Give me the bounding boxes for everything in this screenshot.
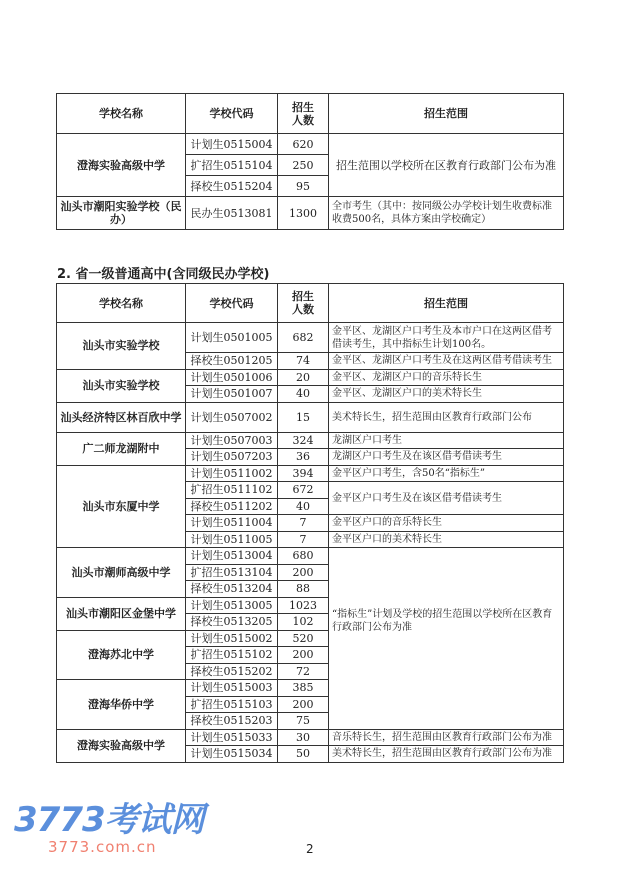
enrollment-count: 1023 [278,597,329,614]
enrollment-count: 75 [278,713,329,730]
enrollment-count: 95 [278,176,329,197]
school-code: 扩招生0511102 [186,482,278,499]
enrollment-count: 620 [278,134,329,155]
school-code: 扩招生0515104 [186,155,278,176]
enrollment-count: 30 [278,729,329,746]
school-code: 计划生0515004 [186,134,278,155]
enrollment-count: 50 [278,746,329,763]
enrollment-count: 20 [278,369,329,386]
school-name: 广二师龙湖附中 [57,432,186,465]
header-row [57,284,564,323]
section-heading: 2. 省一级普通高中(含同级民办学校) [57,267,270,282]
enrollment-count: 682 [278,323,329,353]
school-name-header: 学校名称 [57,284,186,323]
enrollment-count: 200 [278,647,329,664]
table-row [57,548,564,565]
table-row [57,369,564,386]
enrollment-table-2 [56,283,564,763]
school-name-header: 学校名称 [57,94,186,134]
table-row [57,402,564,432]
enrollment-scope: 金平区户口考生及在该区借考借读考生 [329,482,564,515]
school-code: 扩招生0513104 [186,564,278,581]
table-row [57,432,564,449]
school-code: 择校生0515203 [186,713,278,730]
enrollment-count: 385 [278,680,329,697]
enrollment-count: 1300 [278,197,329,230]
school-name: 澄海华侨中学 [57,680,186,730]
school-code: 计划生0501005 [186,323,278,353]
school-code: 计划生0511005 [186,531,278,548]
school-code: 计划生0501007 [186,386,278,403]
school-code: 计划生0511004 [186,515,278,532]
enrollment-count: 520 [278,630,329,647]
school-code: 计划生0515033 [186,729,278,746]
table-row [57,323,564,353]
enrollment-count: 40 [278,498,329,515]
school-code: 计划生0507003 [186,432,278,449]
table-row [57,197,564,230]
enrollment-scope: 金平区户口的音乐特长生 [329,515,564,532]
enrollment-scope: 金平区、龙湖区户口考生及本市户口在这两区借考借读考生，其中指标生计划100名。 [329,323,564,353]
school-name: 汕头市潮师高级中学 [57,548,186,598]
school-code: 择校生0513204 [186,581,278,598]
enrollment-scope: 龙湖区户口考生 [329,432,564,449]
enrollment-scope: 金平区户口的美术特长生 [329,531,564,548]
school-code: 民办生0513081 [186,197,278,230]
school-code: 择校生0515202 [186,663,278,680]
enrollment-scope-header: 招生范围 [329,94,564,134]
school-name: 汕头经济特区林百欣中学 [57,402,186,432]
enrollment-count: 40 [278,386,329,403]
school-name: 汕头市潮阳实验学校（民办） [57,197,186,230]
school-code: 计划生0515002 [186,630,278,647]
school-code: 择校生0513205 [186,614,278,631]
school-code: 计划生0513004 [186,548,278,565]
school-name: 澄海实验高级中学 [57,134,186,197]
enrollment-scope: 美术特长生，招生范围由区教育行政部门公布 [329,402,564,432]
enrollment-scope: 音乐特长生，招生范围由区教育行政部门公布为准 [329,729,564,746]
watermark-site: 3773.com.cn [48,838,157,856]
enrollment-count: 680 [278,548,329,565]
enrollment-scope: 全市考生（其中：按同级公办学校计划生收费标准收费500名，具体方案由学校确定） [329,197,564,230]
enrollment-count: 324 [278,432,329,449]
enrollment-count: 200 [278,564,329,581]
enrollment-scope-header: 招生范围 [329,284,564,323]
enrollment-scope: 金平区、龙湖区户口的音乐特长生 [329,369,564,386]
school-code: 计划生0511002 [186,465,278,482]
enrollment-scope: 龙湖区户口考生及在该区借考借读考生 [329,449,564,466]
school-code: 计划生0515034 [186,746,278,763]
enrollment-count: 36 [278,449,329,466]
school-code: 扩招生0515103 [186,696,278,713]
enrollment-scope: 金平区、龙湖区户口的美术特长生 [329,386,564,403]
page-number: 2 [306,842,314,856]
table-row [57,134,564,155]
enrollment-count: 74 [278,353,329,370]
enrollment-count: 394 [278,465,329,482]
school-code: 计划生0507002 [186,402,278,432]
enrollment-count: 72 [278,663,329,680]
school-code-header: 学校代码 [186,94,278,134]
enrollment-scope: 美术特长生，招生范围由区教育行政部门公布为准 [329,746,564,763]
school-code: 计划生0501006 [186,369,278,386]
school-name: 汕头市实验学校 [57,369,186,402]
enrollment-scope: 金平区、龙湖区户口考生及在这两区借考借读考生 [329,353,564,370]
enrollment-scope: 招生范围以学校所在区教育行政部门公布为准 [329,134,564,197]
school-code: 择校生0511202 [186,498,278,515]
school-name: 汕头市潮阳区金堡中学 [57,597,186,630]
enrollment-count: 88 [278,581,329,598]
school-code: 计划生0507203 [186,449,278,466]
school-code: 扩招生0515102 [186,647,278,664]
school-code: 计划生0513005 [186,597,278,614]
school-name: 澄海实验高级中学 [57,729,186,762]
enrollment-scope: “指标生”计划及学校的招生范围以学校所在区教育行政部门公布为准 [329,548,564,730]
enrollment-count: 7 [278,531,329,548]
school-code: 计划生0515003 [186,680,278,697]
table-row [57,465,564,482]
enrollment-count-header: 招生人数 [278,284,329,323]
table-row [57,729,564,746]
enrollment-count: 250 [278,155,329,176]
school-name: 汕头市实验学校 [57,323,186,370]
enrollment-count: 102 [278,614,329,631]
enrollment-count: 15 [278,402,329,432]
enrollment-count: 672 [278,482,329,499]
header-row [57,94,564,134]
watermark-logo [14,802,204,856]
enrollment-count: 200 [278,696,329,713]
enrollment-count-header: 招生人数 [278,94,329,134]
school-code: 择校生0501205 [186,353,278,370]
enrollment-scope: 金平区户口考生，含50名“指标生” [329,465,564,482]
school-code: 择校生0515204 [186,176,278,197]
enrollment-count: 7 [278,515,329,532]
watermark-logo-text: 3773考试网 [14,800,204,840]
school-code-header: 学校代码 [186,284,278,323]
school-name: 汕头市东厦中学 [57,465,186,548]
school-name: 澄海苏北中学 [57,630,186,680]
enrollment-table-1 [56,93,564,230]
